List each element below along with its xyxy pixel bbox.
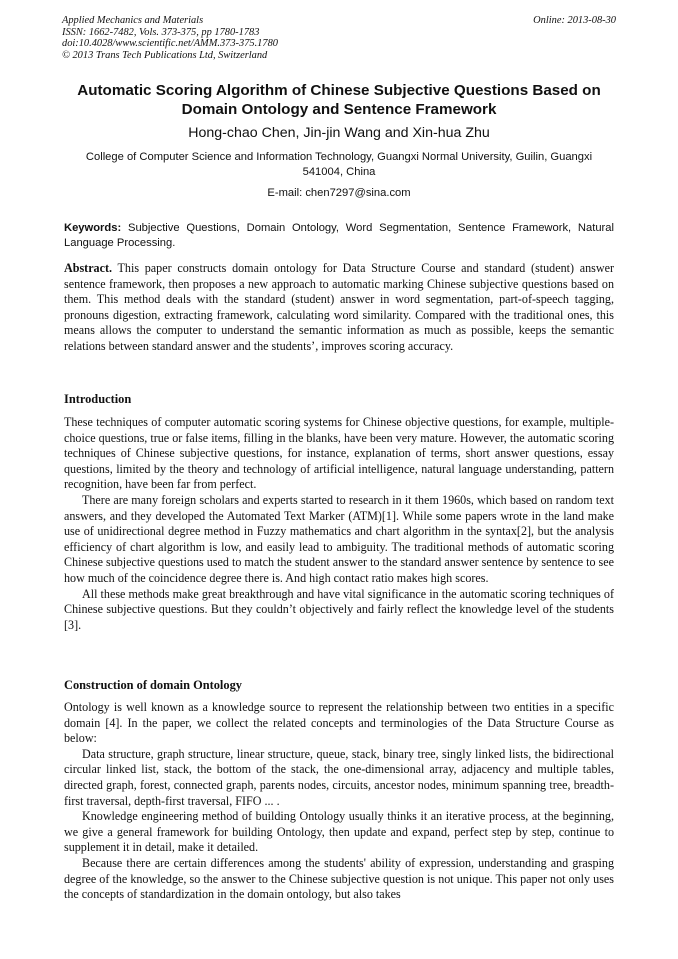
abstract xyxy=(64,261,614,355)
affiliation: College of Computer Science and Information Technology, Guangxi Normal University, Guilin, Guangxi 541004, China xyxy=(85,151,593,178)
paper-title xyxy=(40,81,638,119)
ontology-paragraph-1: Ontology is well known as a knowledge source to represent the relationship between two entities in a specific domain [4]. In the paper, we collect the related concepts and terminologies of the Data Structure Course as below: xyxy=(64,700,614,746)
ontology-paragraph-3: Knowledge engineering method of building Ontology usually thinks it an iterative process, at the beginning, we give a general framework for building Ontology, then update and expand, perfect step by step, continue to supplement it in detail, make it detailed. xyxy=(64,809,614,855)
doi-line: doi:10.4028/www.scientific.net/AMM.373-375.1780 xyxy=(62,38,278,50)
abstract-text: This paper constructs domain ontology for Data Structure Course and standard (student) answer sentence framework, then proposes a new approach to automatic marking Chinese subjective questions based on them. This method deals with the standard (student) answer in word segmentation, part-of-speech tagging, pronouns digestion, extracting framework, calculating word similarity. Compared with the traditional ones, this means allows the computer to understand the semantic information as much as possible, keeps the semantic relations between standard answer and the students’, improves scoring accuracy. xyxy=(64,261,614,353)
ontology-paragraph-4: Because there are certain differences among the students' ability of expression, understanding and grasping degree of the knowledge, so the answer to the Chinese subjective question is not unique. This paper not only uses the concepts of standardization in the domain ontology, but also takes xyxy=(64,855,614,902)
journal-name: Applied Mechanics and Materials xyxy=(62,15,204,26)
introduction-section xyxy=(64,415,614,633)
abstract-label: Abstract. xyxy=(64,261,113,275)
authors: Hong-chao Chen, Jin-jin Wang and Xin-hua Zhu xyxy=(188,125,490,141)
issn-line: ISSN: 1662-7482, Vols. 373-375, pp 1780-1783 xyxy=(62,26,260,38)
title-line-2: Domain Ontology and Sentence Framework xyxy=(181,101,497,118)
ontology-paragraph-2: Data structure, graph structure, linear structure, queue, stack, binary tree, singly linked lists, the bidirectional circular linked list, stack, the bottom of the stack, the one-dimensional array, adjacency and multiple tables, directed graph, forest, connected graph, parents nodes, circuits, ancestor nodes, minimum spanning tree, breadth-first traversal, depth-first traversal, FIFO ... . xyxy=(64,746,614,808)
intro-paragraph-2: There are many foreign scholars and experts started to research in it them 1960s, which based on random text answers, and they developed the Automated Text Marker (ATM)[1]. While some papers wrote in the land make use of unidirectional degree method in Fuzzy mathematics and chart algorithm in the syntax[2], but the analysis efficiency of chart algorithm is low, and easily lead to ambiguity. The traditional methods of automatic scoring Chinese subjective questions used to match the student answer to the standard answer sentence by sentence to see how much of the coincidence degree there is. And high contact ratio makes high scores. xyxy=(64,492,614,585)
intro-paragraph-1: These techniques of computer automatic scoring systems for Chinese objective questions, for example, multiple-choice questions, true or false items, filling in the blanks, have been very mature. However, the automatic scoring techniques of Chinese subjective questions, for instance, explanation of terms, short answer questions, essay questions, limited by the theory and technology of artificial intelligence, natural language understanding, pattern recognition, have been far from perfect. xyxy=(64,415,614,492)
title-line-1: Automatic Scoring Algorithm of Chinese Subjective Questions Based on xyxy=(77,82,601,99)
intro-paragraph-3: All these methods make great breakthrough and have vital significance in the automatic scoring techniques of Chinese subjective questions. But they couldn’t objectively and fairly reflect the knowledge level of the students [3]. xyxy=(64,586,614,632)
ontology-heading: Construction of domain Ontology xyxy=(64,678,242,692)
keywords-text: Subjective Questions, Domain Ontology, Word Segmentation, Sentence Framework, Natural Language Processing. xyxy=(64,222,614,249)
introduction-heading: Introduction xyxy=(64,392,132,406)
keywords-label: Keywords: xyxy=(64,222,122,234)
keywords xyxy=(64,221,614,251)
ontology-section xyxy=(64,700,614,903)
copyright-line: © 2013 Trans Tech Publications Ltd, Switzerland xyxy=(62,49,268,61)
author-email: E-mail: chen7297@sina.com xyxy=(267,187,411,199)
online-date: Online: 2013-08-30 xyxy=(533,15,616,26)
